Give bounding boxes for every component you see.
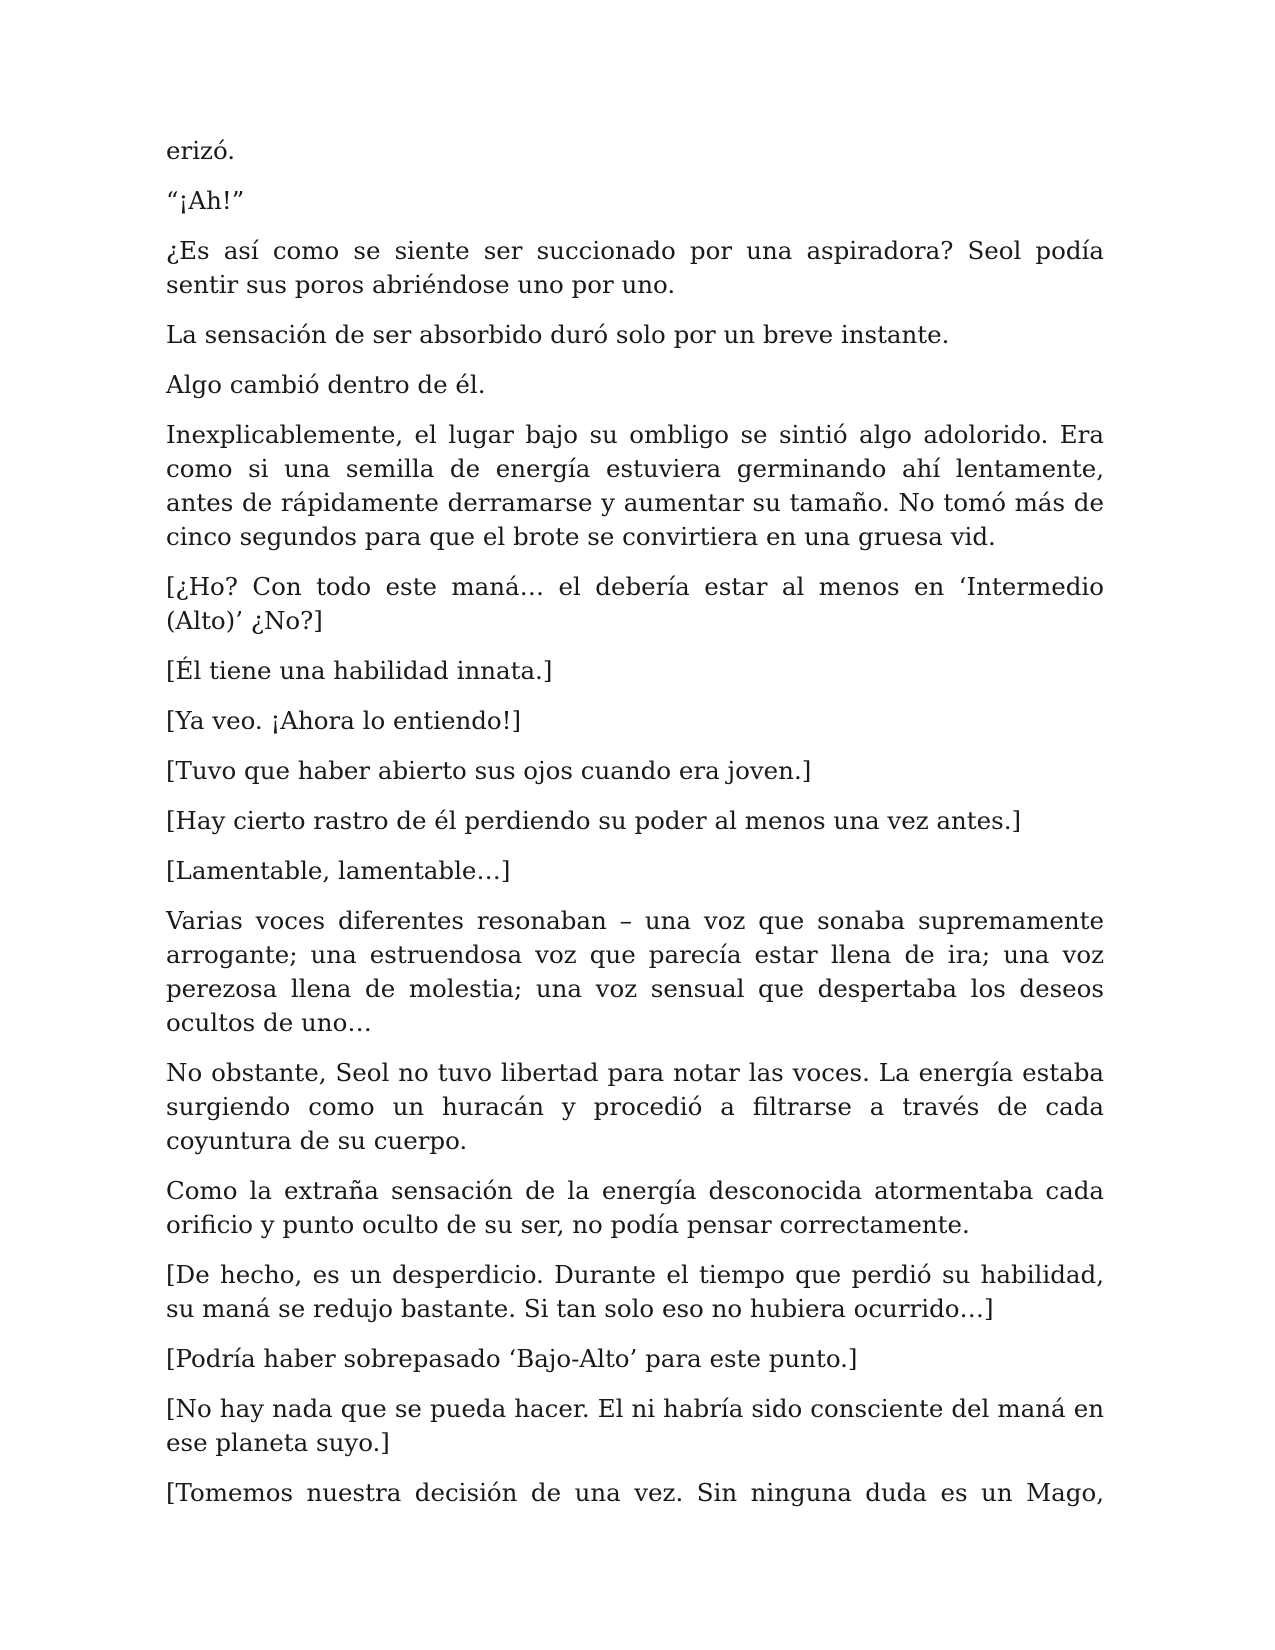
paragraph: [¿Ho? Con todo este maná… el debería estar al menos en ‘Intermedio (Alto)’ ¿No?] (166, 572, 1104, 635)
paragraph: [No hay nada que se pueda hacer. El ni habría sido consciente del maná en ese planeta suyo.] (166, 1394, 1104, 1457)
paragraph: [Hay cierto rastro de él perdiendo su poder al menos una vez antes.] (166, 806, 1022, 835)
paragraph: La sensación de ser absorbido duró solo por un breve instante. (166, 320, 950, 349)
paragraph: [Lamentable, lamentable…] (166, 856, 511, 885)
paragraph: Varias voces diferentes resonaban – una voz que sonaba supremamente arrogante; una estruendosa voz que parecía estar llena de ira; una voz perezosa llena de molestia; una voz sensual que despertaba los deseos ocultos de uno… (166, 906, 1104, 1037)
paragraph: ¿Es así como se siente ser succionado por una aspiradora? Seol podía sentir sus poros abriéndose uno por uno. (166, 236, 1104, 299)
paragraph: Inexplicablemente, el lugar bajo su ombligo se sintió algo adolorido. Era como si una semilla de energía estuviera germinando ahí lentamente, antes de rápidamente derramarse y aumentar su tamaño. No tomó más de cinco segundos para que el brote se convirtiera en una gruesa vid. (166, 420, 1104, 551)
paragraph: [Ya veo. ¡Ahora lo entiendo!] (166, 706, 522, 735)
paragraph: [Podría haber sobrepasado ‘Bajo-Alto’ para este punto.] (166, 1344, 858, 1373)
paragraph: No obstante, Seol no tuvo libertad para notar las voces. La energía estaba surgiendo como un huracán y procedió a filtrarse a través de cada coyuntura de su cuerpo. (166, 1058, 1104, 1155)
paragraph: “¡Ah!” (166, 186, 245, 215)
paragraph: Como la extraña sensación de la energía desconocida atormentaba cada orificio y punto oculto de su ser, no podía pensar correctamente. (166, 1176, 1104, 1239)
paragraph: erizó. (166, 136, 236, 165)
paragraph: Algo cambió dentro de él. (166, 370, 486, 399)
paragraph: [De hecho, es un desperdicio. Durante el tiempo que perdió su habilidad, su maná se redujo bastante. Si tan solo eso no hubiera ocurrido…] (166, 1260, 1104, 1323)
paragraph: [Tuvo que haber abierto sus ojos cuando era joven.] (166, 756, 812, 785)
paragraph: [Él tiene una habilidad innata.] (166, 656, 553, 685)
paragraph: [Tomemos nuestra decisión de una vez. Sin ninguna duda es un Mago, (166, 1478, 1104, 1507)
body-text (166, 134, 1104, 1526)
